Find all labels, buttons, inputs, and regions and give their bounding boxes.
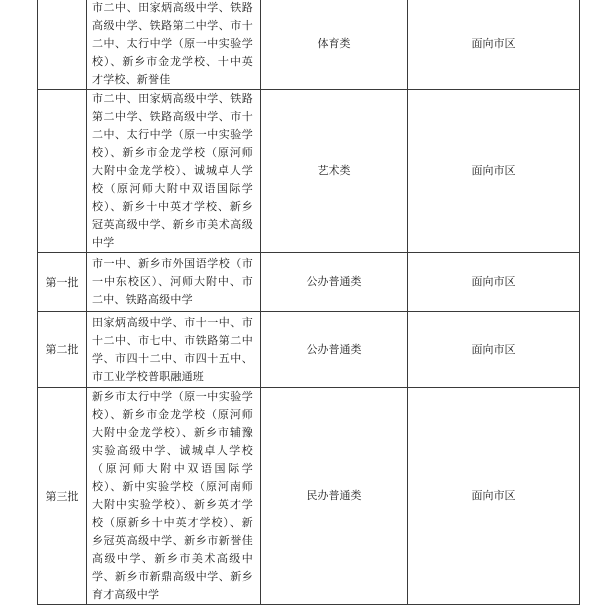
schools-cell: 田家炳高级中学、市十一中、市十二中、市七中、市铁路第二中学、市四十二中、市四十五中、市工业学校普职融通班	[87, 312, 261, 388]
category-cell: 艺术类	[261, 90, 408, 253]
area-cell: 面向市区	[408, 312, 580, 388]
table-row	[38, 312, 580, 388]
batch-cell	[38, 0, 87, 90]
table-row	[38, 388, 580, 605]
batch-cell	[38, 253, 87, 312]
area-cell: 面向市区	[408, 388, 580, 605]
area-cell: 面向市区	[408, 90, 580, 253]
schools-cell: 市一中、新乡市外国语学校（市一中东校区）、河师大附中、市二中、铁路高级中学	[87, 253, 261, 312]
category-cell: 公办普通类	[261, 312, 408, 388]
batch-label: 第二批	[45, 343, 79, 356]
batch-cell	[38, 90, 87, 253]
batch-label: 第一批	[45, 275, 79, 289]
schools-cell: 市二中、田家炳高级中学、铁路第二中学、铁路高级中学、市十二中、太行中学（原一中实验学校）、新乡市金龙学校（原河师大附中金龙学校）、诚城卓人学校（原河师大附中双语国际学校）、新乡十中英才学校、新乡冠英高级中学、新乡市美术高级中学	[87, 90, 261, 253]
table-row	[38, 253, 580, 312]
category-cell: 公办普通类	[261, 253, 408, 312]
category-cell: 民办普通类	[261, 388, 408, 605]
batch-label: 第三批	[45, 489, 79, 503]
table-row	[38, 0, 580, 90]
school-batch-table	[37, 0, 580, 605]
table-row	[38, 90, 580, 253]
schools-cell: 市二中、田家炳高级中学、铁路高级中学、铁路第二中学、市十二中、太行中学（原一中实验学校）、新乡市金龙学校、十中英才学校、新誉佳	[87, 0, 261, 90]
batch-cell	[38, 388, 87, 605]
category-cell: 体育类	[261, 0, 408, 90]
area-cell: 面向市区	[408, 253, 580, 312]
schools-cell: 新乡市太行中学（原一中实验学校）、新乡市金龙学校（原河师大附中金龙学校）、新乡市辅豫实验高级中学、诚城卓人学校（原河师大附中双语国际学校）、新中实验学校（原河南师大附中实验学校）、新乡英才学校（原新乡十中英才学校）、新乡冠英高级中学、新乡市新誉佳高级中学、新乡市美术高级中学、新乡市新鼎高级中学、新乡育才高级中学	[87, 388, 261, 605]
area-cell: 面向市区	[408, 0, 580, 90]
batch-cell	[38, 312, 87, 388]
